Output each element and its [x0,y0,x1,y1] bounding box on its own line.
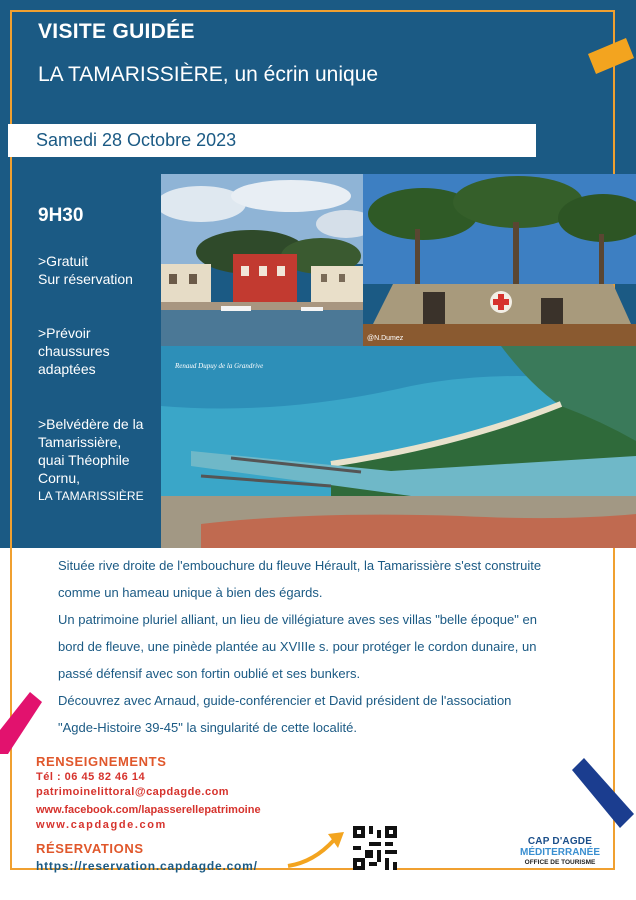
reservations-link[interactable]: https://reservation.capdagde.com/ [36,859,258,873]
price-info [38,252,133,288]
shoes-line: >Prévoir [38,325,91,341]
photo-village-waterfront [161,174,363,346]
place-line: quai Théophile [38,452,130,468]
logo-line: MÉDITERRANÉE [519,847,600,858]
reservations-heading: RÉSERVATIONS [36,841,144,856]
event-date: Samedi 28 Octobre 2023 [36,130,237,150]
description-line: Découvrez avec Arnaud, guide-conférencier et David président de l'association [58,693,512,708]
place-line: >Belvédère de la [38,416,144,432]
place-line: LA TAMARISSIÈRE [38,489,144,503]
reservation-line: Sur réservation [38,271,133,287]
description-line: Située rive droite de l'embouchure du fleuve Hérault, la Tamarissière s'est construite [58,558,542,573]
place-line: Cornu, [38,470,81,486]
email-link[interactable]: patrimoinelittoral@capdagde.com [36,786,230,798]
curved-arrow-icon [284,828,348,872]
description-line: "Agde-Histoire 39-45" la singularité de cette localité. [58,720,357,735]
photo-aerial-view [161,346,636,548]
photo-bunker [363,174,636,346]
description-line: Un patrimoine pluriel alliant, un lieu de villégiature aves ses villas "belle époque" en [58,612,537,627]
meeting-place-info [38,415,144,505]
qr-code[interactable] [353,826,397,870]
page-title: VISITE GUIDÉE [38,20,195,43]
shoes-info [38,324,110,378]
photo-credit-aerial: Renaud Dupuy de la Grandrive [175,362,264,370]
logo-line: CAP D'AGDE [527,836,593,847]
description-line: bord de fleuve, une pinède plantée au XVIIIe s. pour protéger le cordon dunaire, un [58,639,537,654]
photo-credit-bunker: @N.Dumez [367,335,404,342]
magenta-deco-shape [0,690,44,756]
logo-line: OFFICE DE TOURISME [524,859,596,866]
description-line: comme un hameau unique à bien des égards. [58,585,323,600]
phone-number[interactable]: Tél : 06 45 82 46 14 [36,771,146,783]
navy-deco-shape [568,756,636,830]
page-subtitle: LA TAMARISSIÈRE, un écrin unique [38,63,379,86]
place-line: Tamarissière, [38,434,122,450]
shoes-line: adaptées [38,361,96,377]
frame-line-top [10,10,615,12]
description-block [58,552,578,741]
description-line: passé défensif avec son fortin oublié et ses bunkers. [58,666,361,681]
info-heading: RENSEIGNEMENTS [36,754,167,769]
shoes-line: chaussures [38,343,110,359]
orange-deco-shape [584,36,636,76]
tourism-logo [508,836,612,868]
facebook-link[interactable]: www.facebook.com/lapasserellepatrimoine [36,804,261,816]
website-link[interactable]: www.capdagde.com [36,819,167,831]
event-time: 9H30 [38,205,84,226]
price-line: >Gratuit [38,253,89,269]
